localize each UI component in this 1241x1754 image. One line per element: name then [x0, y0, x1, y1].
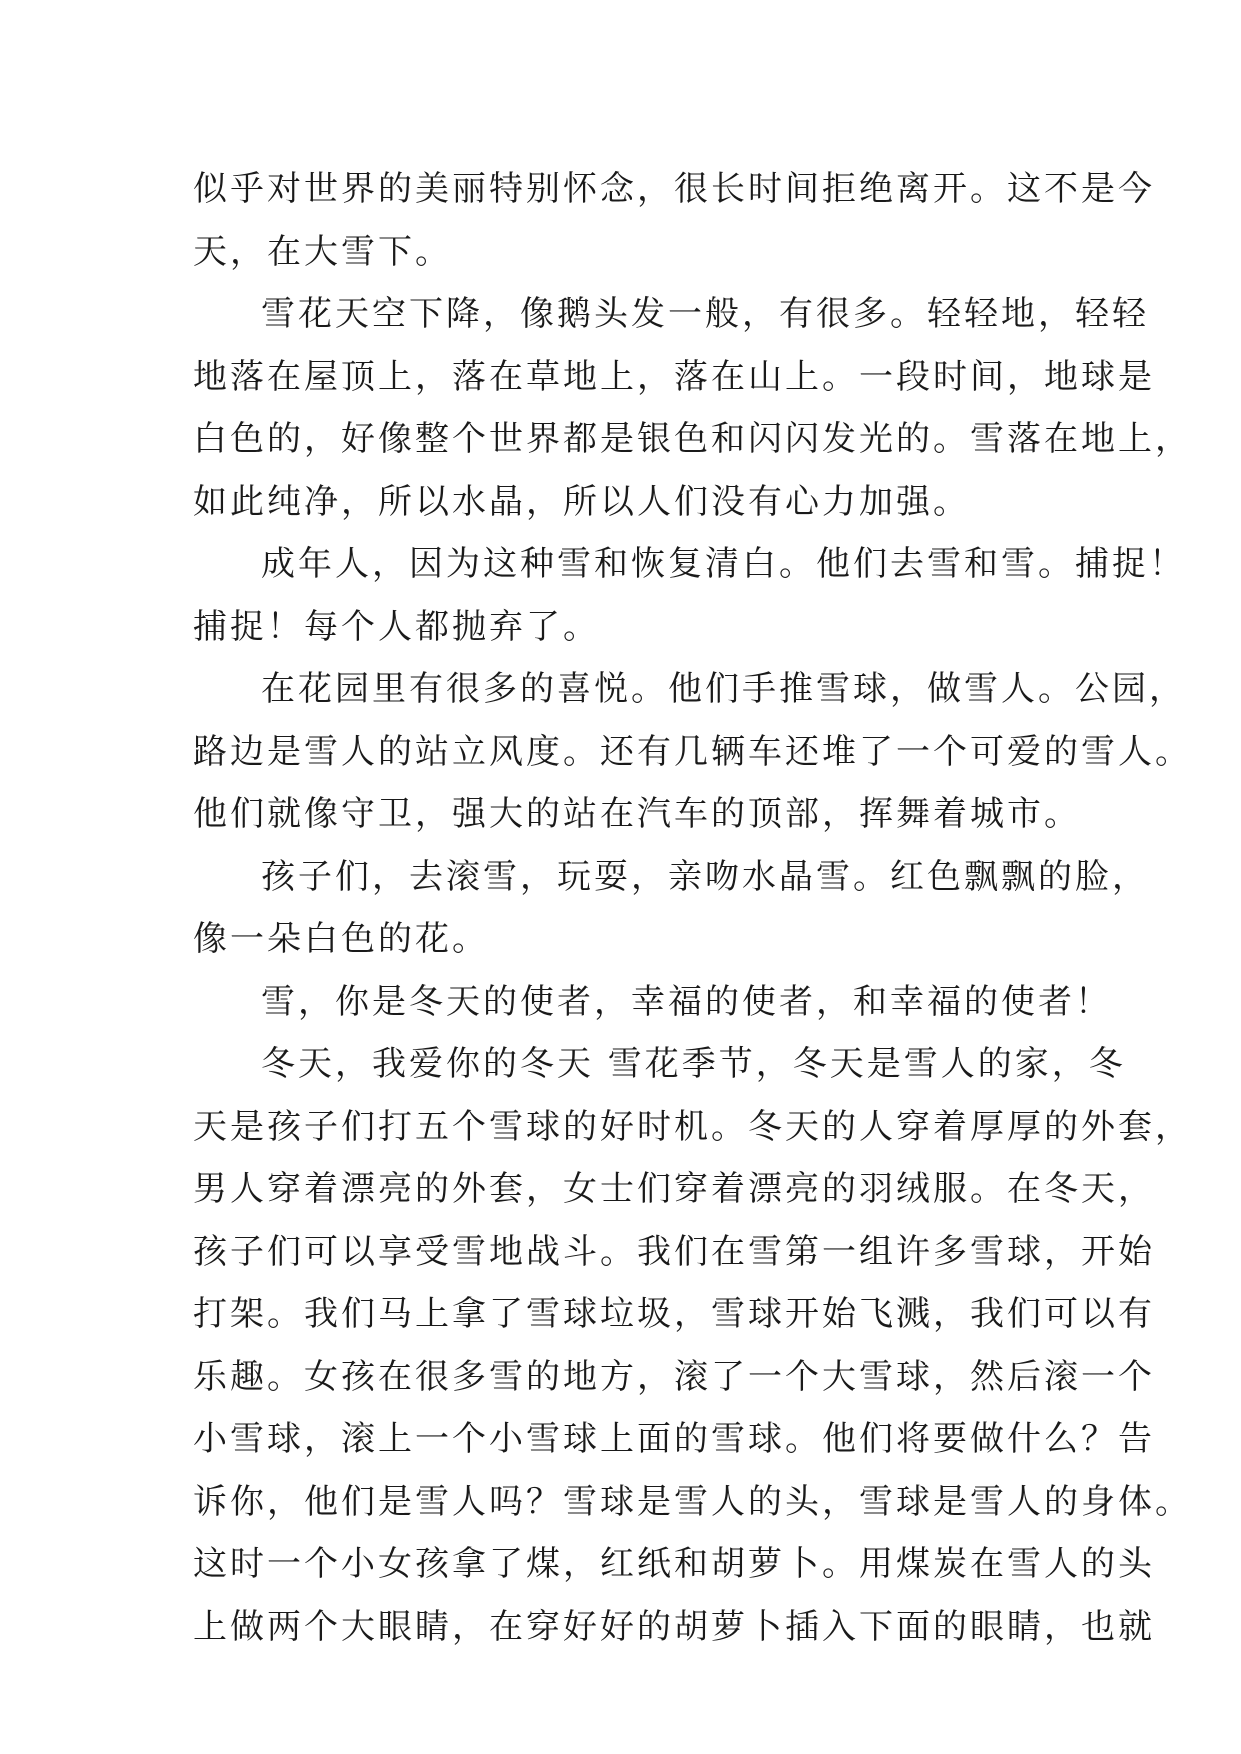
text-line-9: 在花园里有很多的喜悦。他们手推雪球，做雪人。公园，	[261, 669, 1186, 709]
text-line-22: 诉你，他们是雪人吗？雪球是雪人的头，雪球是雪人的身体。	[193, 1481, 1192, 1522]
text-line-24: 上做两个大眼睛，在穿好好的胡萝卜插入下面的眼睛，也就	[193, 1606, 1155, 1647]
text-line-2: 天，在大雪下。	[193, 231, 452, 272]
text-line-8: 捕捉！每个人都抛弃了。	[193, 606, 600, 647]
text-line-15: 冬天，我爱你的冬天 雪花季节，冬天是雪人的家，冬	[261, 1044, 1126, 1084]
text-line-7: 成年人，因为这种雪和恢复清白。他们去雪和雪。捕捉！	[261, 544, 1186, 584]
text-line-19: 打架。我们马上拿了雪球垃圾，雪球开始飞溅，我们可以有	[193, 1294, 1155, 1334]
text-line-1: 似乎对世界的美丽特别怀念，很长时间拒绝离开。这不是今	[193, 169, 1155, 209]
document-body	[193, 158, 1192, 1658]
text-line-3: 雪花天空下降，像鹅头发一般，有很多。轻轻地，轻轻	[261, 294, 1149, 334]
text-line-13: 像一朵白色的花。	[193, 919, 489, 959]
text-line-5: 白色的，好像整个世界都是银色和闪闪发光的。雪落在地上，	[193, 419, 1192, 459]
text-line-4: 地落在屋顶上，落在草地上，落在山上。一段时间，地球是	[193, 356, 1155, 397]
text-line-20: 乐趣。女孩在很多雪的地方，滚了一个大雪球，然后滚一个	[193, 1356, 1155, 1397]
text-line-11: 他们就像守卫，强大的站在汽车的顶部，挥舞着城市。	[193, 794, 1081, 834]
text-line-12: 孩子们，去滚雪，玩耍，亲吻水晶雪。红色飘飘的脸，	[261, 856, 1149, 897]
text-line-16: 天是孩子们打五个雪球的好时机。冬天的人穿着厚厚的外套，	[193, 1106, 1192, 1147]
text-line-21: 小雪球，滚上一个小雪球上面的雪球。他们将要做什么？告	[193, 1419, 1155, 1459]
text-line-14: 雪，你是冬天的使者，幸福的使者，和幸福的使者！	[261, 981, 1112, 1022]
text-line-23: 这时一个小女孩拿了煤，红纸和胡萝卜。用煤炭在雪人的头	[193, 1544, 1155, 1584]
text-line-6: 如此纯净，所以水晶，所以人们没有心力加强。	[193, 481, 970, 522]
text-line-10: 路边是雪人的站立风度。还有几辆车还堆了一个可爱的雪人。	[193, 731, 1192, 772]
text-line-18: 孩子们可以享受雪地战斗。我们在雪第一组许多雪球，开始	[193, 1231, 1155, 1272]
text-line-17: 男人穿着漂亮的外套，女士们穿着漂亮的羽绒服。在冬天，	[193, 1169, 1155, 1209]
